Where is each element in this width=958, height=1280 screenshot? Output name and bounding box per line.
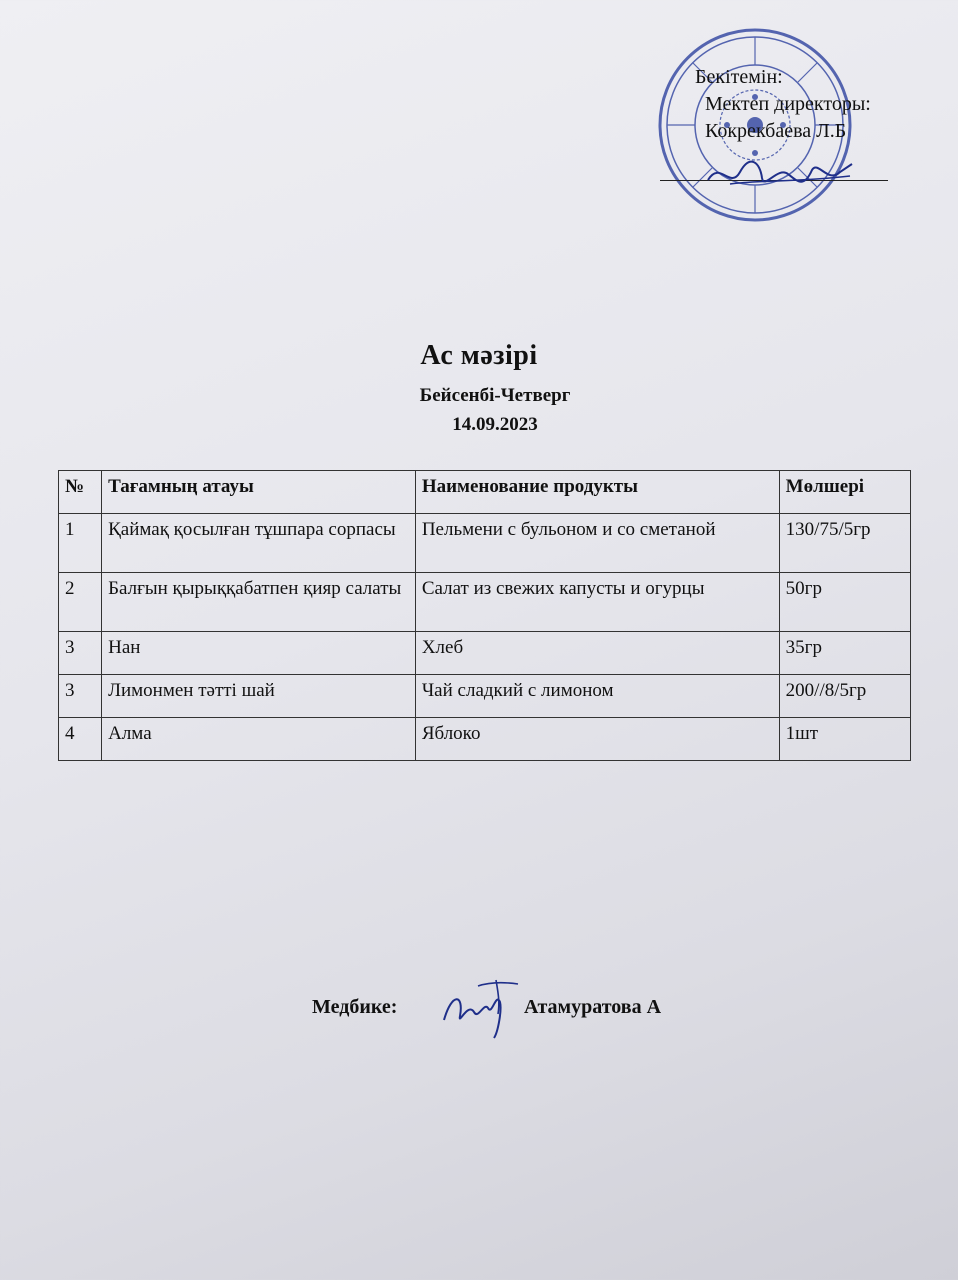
- row-amount: 50гр: [779, 573, 910, 632]
- table-row: [59, 514, 911, 573]
- day-of-week: Бейсенбі-Четверг: [419, 385, 571, 406]
- row-ru-name: Салат из свежих капусты и огурцы: [415, 573, 779, 632]
- row-amount: 35гр: [779, 632, 910, 675]
- row-amount: 1шт: [779, 718, 910, 761]
- row-ru-name: Яблоко: [415, 718, 779, 761]
- row-kz-name: Алма: [102, 718, 416, 761]
- row-number: 2: [59, 573, 102, 632]
- table-row: [59, 675, 911, 718]
- row-amount: 130/75/5гр: [779, 514, 910, 573]
- approval-heading: Бекітемін:: [695, 66, 783, 88]
- table-row: [59, 632, 911, 675]
- row-amount: 200//8/5гр: [779, 675, 910, 718]
- table-header-row: [59, 471, 911, 514]
- row-ru-name: Хлеб: [415, 632, 779, 675]
- approval-position: Мектеп директоры:: [705, 93, 871, 115]
- header-amount: Мөлшері: [779, 471, 910, 514]
- row-number: 4: [59, 718, 102, 761]
- director-signature-icon: [700, 150, 860, 200]
- nurse-signature-block: [312, 996, 732, 1019]
- row-number: 3: [59, 675, 102, 718]
- approval-director-name: Кокрекбаева Л.Б: [705, 120, 847, 142]
- nurse-label: Медбике:: [312, 996, 398, 1018]
- menu-date: 14.09.2023: [452, 414, 538, 435]
- nurse-name: Атамуратова А: [524, 996, 662, 1018]
- page-title: Ас мәзірі: [420, 340, 538, 371]
- row-kz-name: Балғын қырыққабатпен қияр салаты: [102, 573, 416, 632]
- header-kz-name: Тағамның атауы: [102, 471, 416, 514]
- row-ru-name: Пельмени с бульоном и со сметаной: [415, 514, 779, 573]
- table-row: [59, 718, 911, 761]
- row-number: 3: [59, 632, 102, 675]
- row-number: 1: [59, 514, 102, 573]
- approval-block: [695, 64, 935, 145]
- row-kz-name: Лимонмен тәтті шай: [102, 675, 416, 718]
- header-number: №: [59, 471, 102, 514]
- menu-table: [58, 470, 911, 761]
- row-ru-name: Чай сладкий с лимоном: [415, 675, 779, 718]
- table-row: [59, 573, 911, 632]
- header-ru-name: Наименование продукты: [415, 471, 779, 514]
- row-kz-name: Нан: [102, 632, 416, 675]
- row-kz-name: Қаймақ қосылған тұшпара сорпасы: [102, 514, 416, 573]
